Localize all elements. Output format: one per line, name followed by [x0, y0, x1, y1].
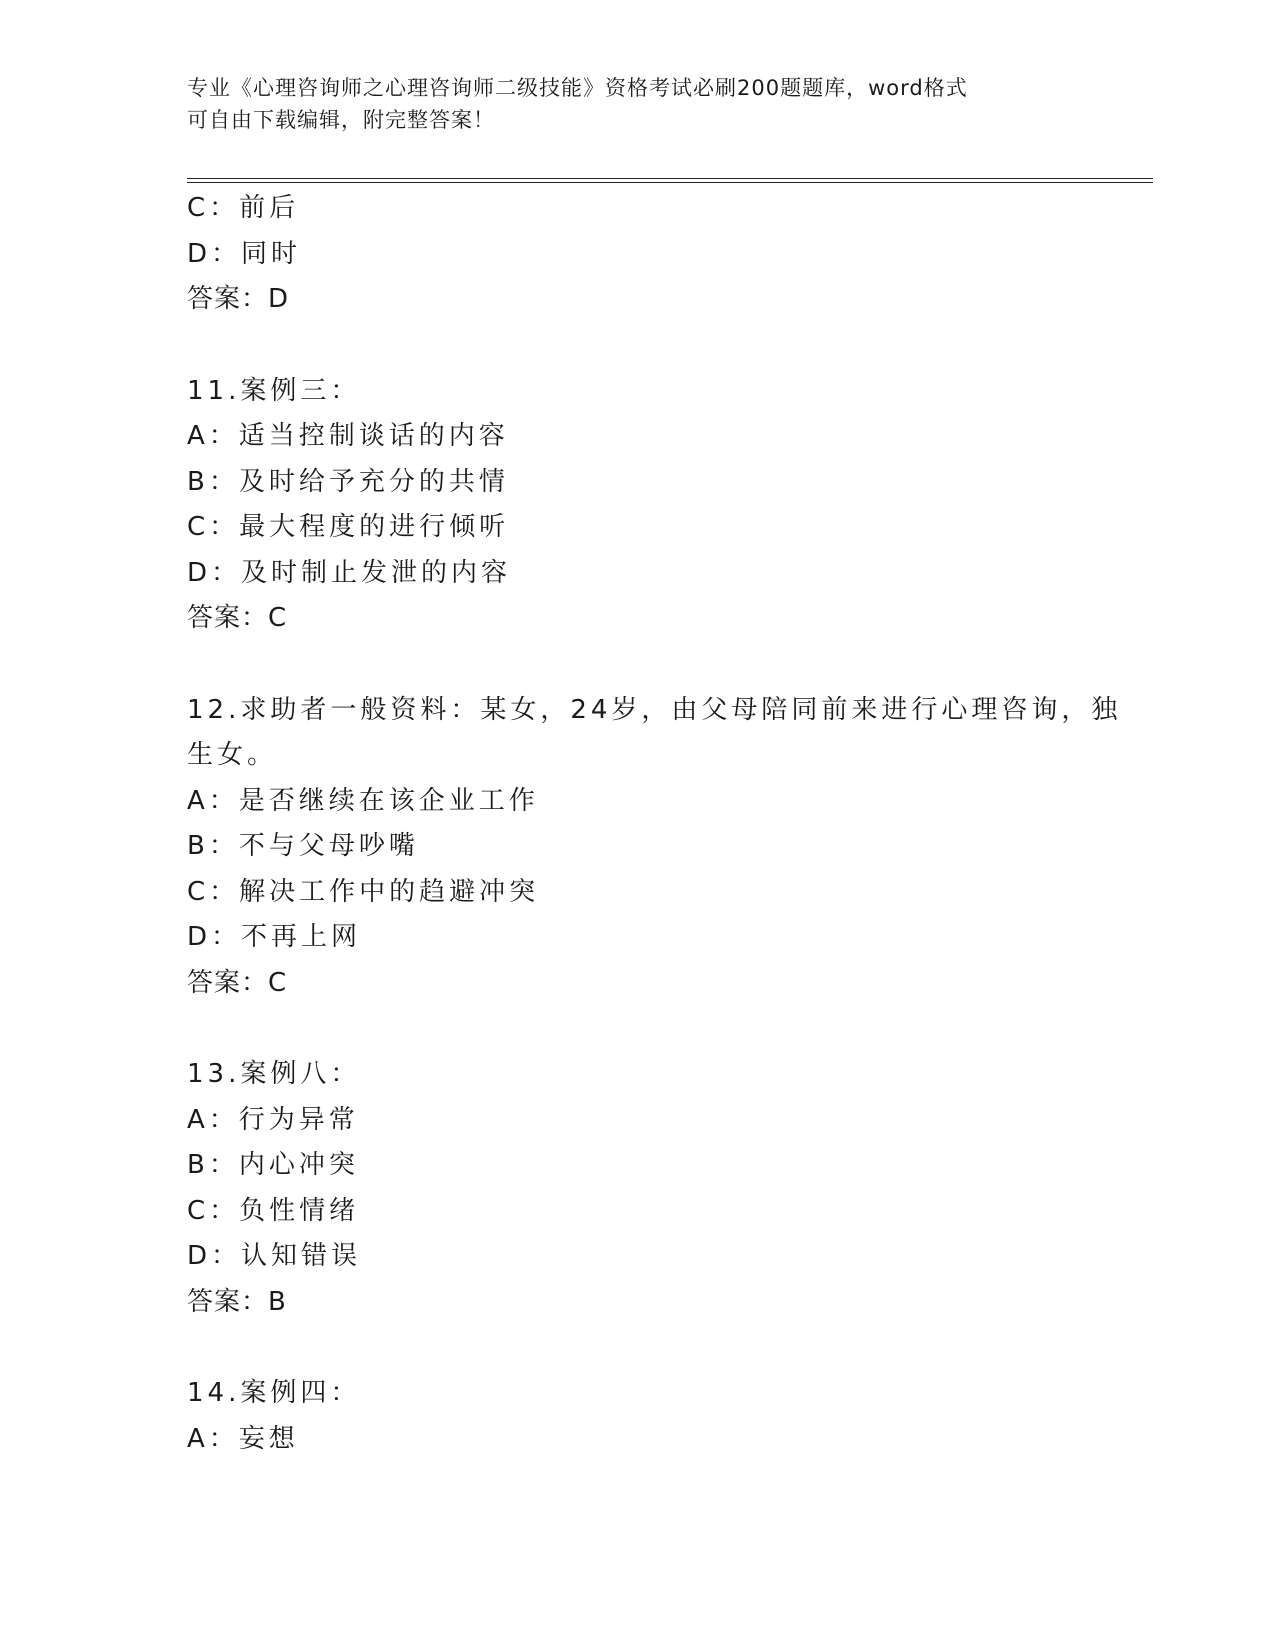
option-line: A：妄想	[187, 1423, 299, 1454]
block-spacer	[187, 1325, 1087, 1371]
header-line-1: 专业《心理咨询师之心理咨询师二级技能》资格考试必刷200题题库，word格式	[187, 76, 968, 100]
option-line: C：前后	[187, 193, 300, 223]
block-spacer	[187, 1006, 1087, 1052]
document-header	[187, 72, 1087, 136]
option-line: A：是否继续在该企业工作	[187, 785, 539, 816]
option-line: D：同时	[187, 238, 302, 269]
question-list	[187, 186, 1122, 1462]
option-line: D：不再上网	[187, 922, 362, 952]
option-line: B：内心冲突	[187, 1150, 359, 1180]
question-stem: 13.案例八：	[187, 1059, 361, 1089]
answer-line: 答案：B	[187, 1286, 287, 1317]
block-spacer	[187, 642, 1087, 688]
answer-line: 答案：C	[187, 967, 288, 998]
option-line: D：及时制止发泄的内容	[187, 557, 512, 588]
question-stem: 14.案例四：	[187, 1378, 361, 1408]
answer-line: 答案：D	[187, 284, 290, 314]
header-line-2: 可自由下载编辑，附完整答案！	[187, 108, 495, 132]
option-line: D：认知错误	[187, 1241, 362, 1271]
option-line: A：行为异常	[187, 1104, 359, 1135]
block-spacer	[187, 323, 1087, 369]
option-line: C：最大程度的进行倾听	[187, 512, 510, 542]
option-line: C：解决工作中的趋避冲突	[187, 876, 540, 907]
question-stem: 12.求助者一般资料：某女，24岁，由父母陪同前来进行心理咨询，独	[187, 694, 1122, 725]
question-stem: 11.案例三：	[187, 375, 361, 406]
option-line: C：负性情绪	[187, 1195, 360, 1226]
header-divider-bottom	[187, 182, 1153, 183]
answer-line: 答案：C	[187, 603, 288, 633]
question-stem: 生女。	[187, 740, 278, 770]
option-line: B：及时给予充分的共情	[187, 466, 509, 497]
option-line: A：适当控制谈话的内容	[187, 421, 509, 451]
header-divider-top	[187, 178, 1153, 179]
option-line: B：不与父母吵嘴	[187, 831, 419, 861]
